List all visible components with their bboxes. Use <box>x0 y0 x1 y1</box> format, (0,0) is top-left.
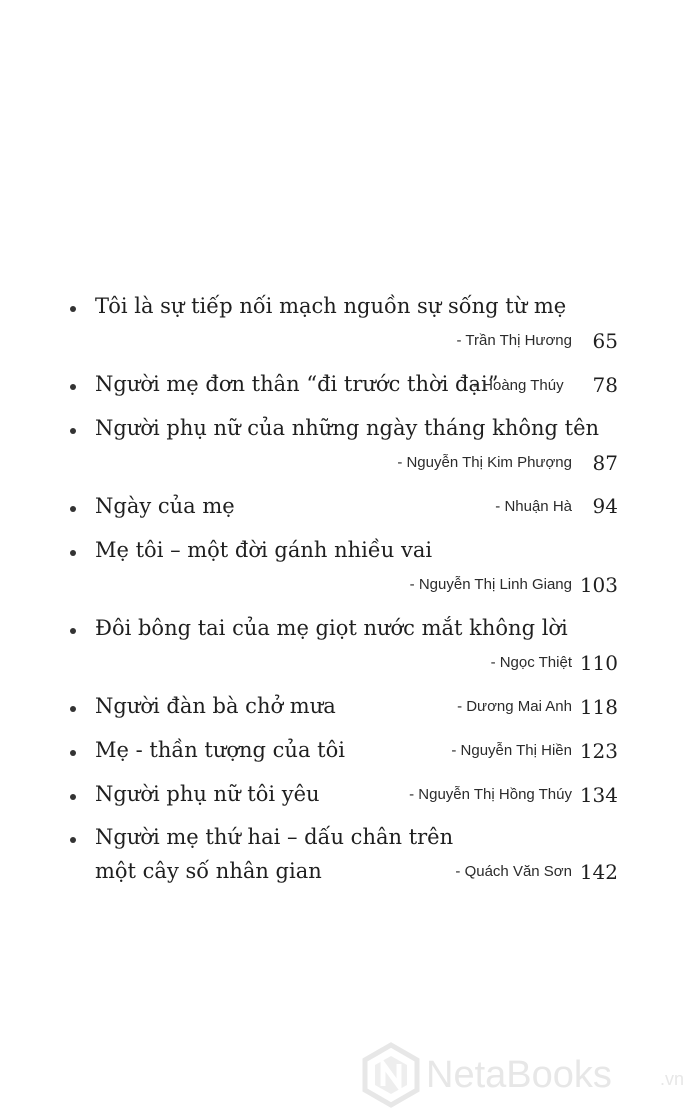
entry-title: Người phụ nữ tôi yêu <box>95 782 320 806</box>
entry-author: - Dương Mai Anh <box>457 698 572 715</box>
entry-page-number: 123 <box>579 739 618 763</box>
bullet-icon <box>70 550 76 556</box>
entry-title: Người phụ nữ của những ngày tháng không tên <box>95 416 600 440</box>
entry-title-line2: một cây số nhân gian <box>95 859 322 883</box>
entry-page-number: 134 <box>579 783 618 807</box>
entry-title: Mẹ tôi – một đời gánh nhiều vai <box>95 538 433 562</box>
entry-title: Ngày của mẹ <box>95 494 235 518</box>
entry-page-number: 118 <box>579 695 618 719</box>
bullet-icon <box>70 428 76 434</box>
bullet-icon <box>70 837 76 843</box>
entry-author: - Quách Văn Sơn <box>455 863 572 880</box>
entry-title: Tôi là sự tiếp nối mạch nguồn sự sống từ mẹ <box>95 294 567 318</box>
entry-title: Người đàn bà chở mưa <box>95 694 336 718</box>
entry-author: - Trần Thị Hương <box>456 332 572 349</box>
entry-author: - Ngọc Thiệt <box>490 654 572 671</box>
bullet-icon <box>70 794 76 800</box>
bullet-icon <box>70 628 76 634</box>
netabooks-watermark <box>362 1042 692 1108</box>
entry-page-number: 87 <box>592 451 618 475</box>
bullet-icon <box>70 384 76 390</box>
bullet-icon <box>70 750 76 756</box>
entry-title: Người mẹ đơn thân “đi trước thời đại” <box>95 372 499 396</box>
entry-page-number: 78 <box>592 373 618 397</box>
watermark-suffix: .vn <box>660 1069 685 1089</box>
entry-page-number: 110 <box>579 651 618 675</box>
entry-page-number: 94 <box>592 494 618 518</box>
entry-author: - Hoàng Thúy <box>473 377 564 394</box>
entry-author: - Nguyễn Thị Hồng Thúy <box>409 786 572 803</box>
bullet-icon <box>70 706 76 712</box>
entry-title: Mẹ - thần tượng của tôi <box>95 738 345 762</box>
entry-author: - Nguyễn Thị Linh Giang <box>409 576 572 593</box>
entry-page-number: 142 <box>579 860 618 884</box>
entry-title: Đôi bông tai của mẹ giọt nước mắt không lời <box>95 616 568 640</box>
entry-author: - Nguyễn Thị Hiền <box>451 742 572 759</box>
netabooks-logo-icon <box>362 1042 420 1108</box>
bullet-icon <box>70 506 76 512</box>
entry-title: Người mẹ thứ hai – dấu chân trên <box>95 825 454 849</box>
watermark-text: NetaBooks <box>426 1054 612 1096</box>
entry-author: - Nhuận Hà <box>495 498 572 515</box>
entry-author: - Nguyễn Thị Kim Phượng <box>397 454 572 471</box>
entry-page-number: 65 <box>592 329 618 353</box>
bullet-icon <box>70 306 76 312</box>
entry-page-number: 103 <box>579 573 618 597</box>
